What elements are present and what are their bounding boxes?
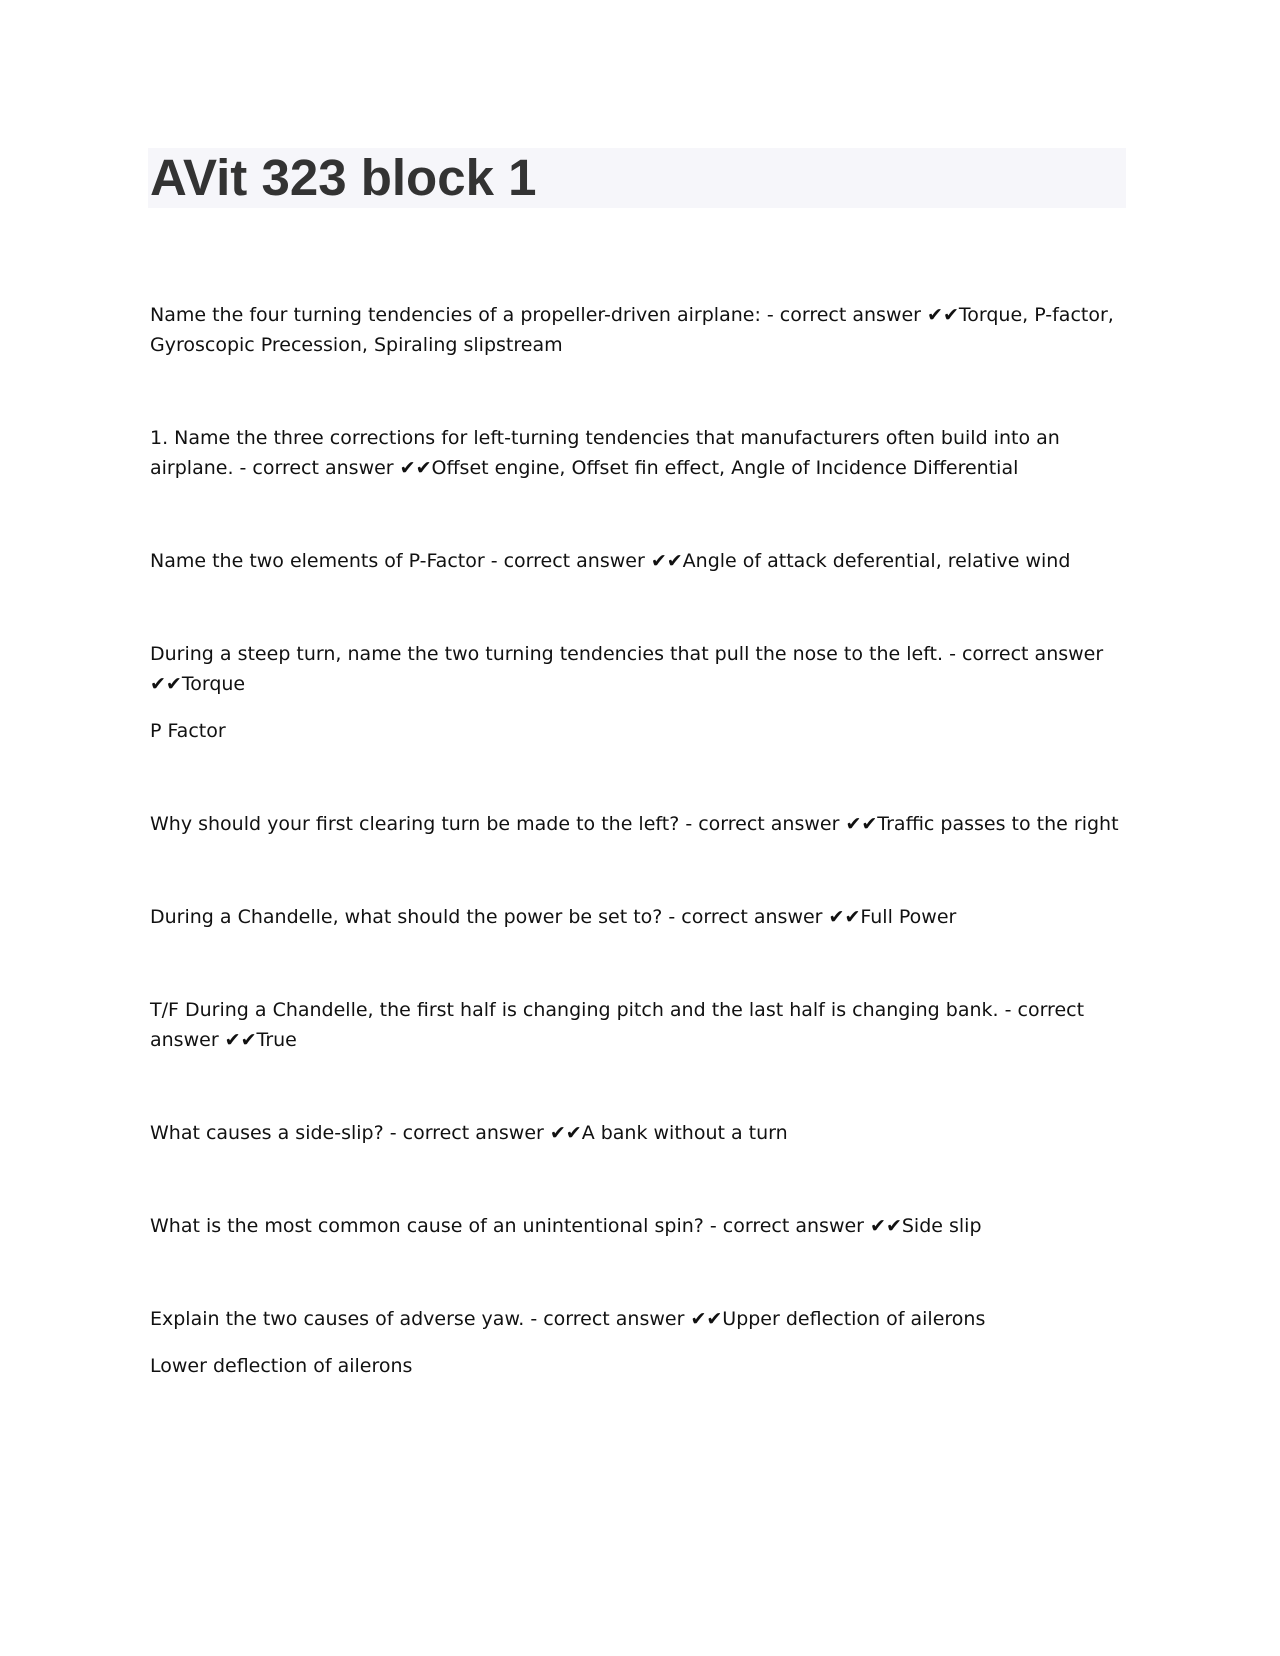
qa-text: During a Chandelle, what should the power be set to? - correct answer ✔✔Full Power — [150, 906, 957, 928]
qa-text: Explain the two causes of adverse yaw. - correct answer ✔✔Upper deflection of ailerons — [150, 1308, 986, 1330]
qa-text: Why should your first clearing turn be made to the left? - correct answer ✔✔Traffic passes to the right — [150, 813, 1119, 835]
qa-item — [150, 902, 1130, 932]
qa-text: During a steep turn, name the two turning tendencies that pull the nose to the left. - correct answer ✔✔Torque — [150, 643, 1104, 695]
question-list — [150, 300, 1130, 1444]
qa-text: What is the most common cause of an unintentional spin? - correct answer ✔✔Side slip — [150, 1215, 982, 1237]
qa-item — [150, 1118, 1130, 1148]
qa-item — [150, 639, 1130, 746]
qa-item — [150, 995, 1130, 1055]
qa-text: What causes a side-slip? - correct answer ✔✔A bank without a turn — [150, 1122, 788, 1144]
qa-item — [150, 300, 1130, 360]
qa-extra-line: Lower deflection of ailerons — [150, 1355, 413, 1377]
qa-text: T/F During a Chandelle, the first half is changing pitch and the last half is changing bank. - correct answer ✔✔True — [150, 999, 1085, 1051]
qa-extra-line: P Factor — [150, 720, 226, 742]
qa-item — [150, 1211, 1130, 1241]
qa-item — [150, 809, 1130, 839]
document-title: AVit 323 block 1 — [150, 149, 537, 206]
qa-text: Name the two elements of P-Factor - correct answer ✔✔Angle of attack deferential, relative wind — [150, 550, 1071, 572]
qa-text: 1. Name the three corrections for left-turning tendencies that manufacturers often build into an airplane. - correct answer ✔✔Offset engine, Offset fin effect, Angle of Incidence Differential — [150, 427, 1060, 479]
qa-text: Name the four turning tendencies of a propeller-driven airplane: - correct answer ✔✔Torque, P-factor, Gyroscopic Precession, Spiraling slipstream — [150, 304, 1114, 356]
qa-item — [150, 1304, 1130, 1381]
qa-item — [150, 423, 1130, 483]
qa-item — [150, 546, 1130, 576]
